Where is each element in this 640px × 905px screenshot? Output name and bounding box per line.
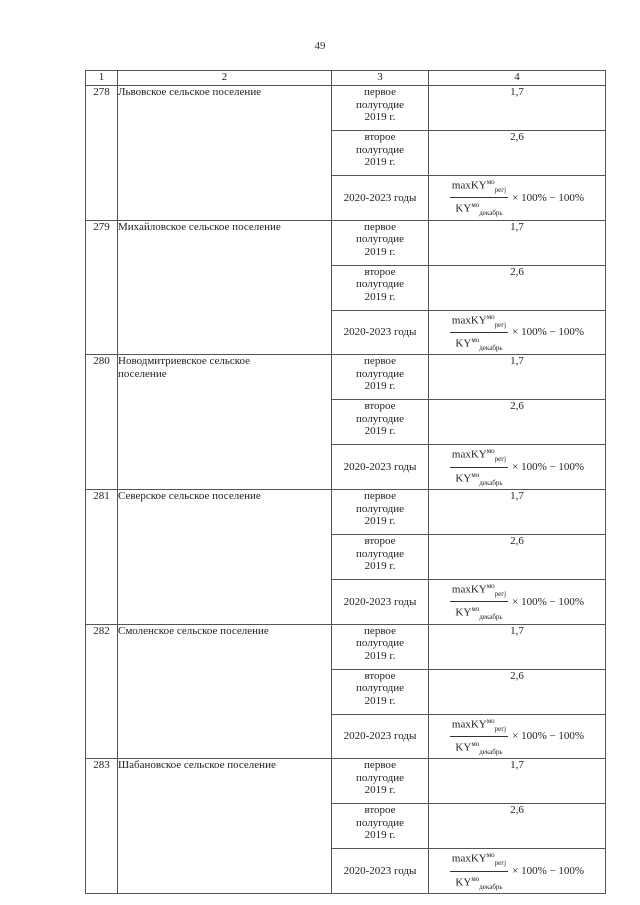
formula bbox=[450, 176, 584, 220]
index-value: 2,6 bbox=[429, 669, 606, 714]
formula bbox=[450, 580, 584, 624]
index-value: 2,6 bbox=[429, 400, 606, 445]
formula-cell bbox=[429, 714, 606, 759]
period-label: второе полугодие 2019 г. bbox=[332, 804, 429, 849]
formula-tail: × 100% − 100% bbox=[512, 326, 585, 339]
formula-numerator: maxKY$^{мо}_{peгj}$ bbox=[450, 176, 508, 198]
formula bbox=[450, 849, 584, 893]
formula-denominator: $KY^{мо}_{декабрь}$ bbox=[455, 874, 503, 891]
index-value: 2,6 bbox=[429, 804, 606, 849]
index-value: 1,7 bbox=[429, 220, 606, 265]
row-number: 279 bbox=[86, 220, 118, 355]
page-number: 49 bbox=[314, 40, 326, 52]
formula bbox=[450, 445, 584, 489]
table-row bbox=[86, 490, 606, 535]
index-value: 1,7 bbox=[429, 624, 606, 669]
period-label: 2020-2023 годы bbox=[332, 310, 429, 355]
period-label: первое полугодие 2019 г. bbox=[332, 355, 429, 400]
index-value: 1,7 bbox=[429, 86, 606, 131]
period-label: первое полугодие 2019 г. bbox=[332, 624, 429, 669]
index-value: 1,7 bbox=[429, 490, 606, 535]
header-row bbox=[86, 71, 606, 86]
index-value: 1,7 bbox=[429, 759, 606, 804]
table-row bbox=[86, 355, 606, 400]
row-number: 278 bbox=[86, 86, 118, 221]
formula-fraction bbox=[450, 849, 508, 893]
row-number: 283 bbox=[86, 759, 118, 894]
header-col-1: 1 bbox=[86, 71, 118, 86]
settlement-name: Львовское сельское поселение bbox=[118, 86, 332, 221]
period-label: второе полугодие 2019 г. bbox=[332, 400, 429, 445]
formula-cell bbox=[429, 176, 606, 221]
table-body bbox=[86, 86, 606, 894]
period-label: второе полугодие 2019 г. bbox=[332, 131, 429, 176]
header-col-4: 4 bbox=[429, 71, 606, 86]
period-label: первое полугодие 2019 г. bbox=[332, 220, 429, 265]
table-row bbox=[86, 220, 606, 265]
formula-cell bbox=[429, 310, 606, 355]
formula-tail: × 100% − 100% bbox=[512, 865, 585, 878]
period-label: 2020-2023 годы bbox=[332, 580, 429, 625]
formula-numerator: maxKY$^{мо}_{peгj}$ bbox=[450, 311, 508, 333]
formula-denominator: $KY^{мо}_{декабрь}$ bbox=[455, 201, 503, 218]
table-row bbox=[86, 86, 606, 131]
period-label: второе полугодие 2019 г. bbox=[332, 535, 429, 580]
formula-denominator: $KY^{мо}_{декабрь}$ bbox=[455, 470, 503, 487]
formula-tail: × 100% − 100% bbox=[512, 730, 585, 743]
index-value: 1,7 bbox=[429, 355, 606, 400]
settlement-name: Михайловское сельское поселение bbox=[118, 220, 332, 355]
period-label: 2020-2023 годы bbox=[332, 445, 429, 490]
period-label: первое полугодие 2019 г. bbox=[332, 759, 429, 804]
formula-tail: × 100% − 100% bbox=[512, 595, 585, 608]
formula-fraction bbox=[450, 311, 508, 355]
formula bbox=[450, 715, 584, 759]
table-row bbox=[86, 624, 606, 669]
index-value: 2,6 bbox=[429, 265, 606, 310]
formula-fraction bbox=[450, 445, 508, 489]
formula-numerator: maxKY$^{мо}_{peгj}$ bbox=[450, 580, 508, 602]
table-row bbox=[86, 759, 606, 804]
row-number: 281 bbox=[86, 490, 118, 625]
period-label: первое полугодие 2019 г. bbox=[332, 490, 429, 535]
formula-tail: × 100% − 100% bbox=[512, 191, 585, 204]
period-label: 2020-2023 годы bbox=[332, 714, 429, 759]
period-label: первое полугодие 2019 г. bbox=[332, 86, 429, 131]
formula-cell bbox=[429, 580, 606, 625]
formula-denominator: $KY^{мо}_{декабрь}$ bbox=[455, 336, 503, 352]
formula-numerator: maxKY$^{мо}_{peгj}$ bbox=[450, 445, 508, 467]
formula-fraction bbox=[450, 176, 508, 220]
formula-denominator: $KY^{мо}_{декабрь}$ bbox=[455, 740, 503, 756]
formula-fraction bbox=[450, 580, 508, 624]
formula-cell bbox=[429, 445, 606, 490]
formula-numerator: maxKY$^{мо}_{peгj}$ bbox=[450, 715, 508, 737]
formula-tail: × 100% − 100% bbox=[512, 460, 585, 473]
settlement-name: Шабановское сельское поселение bbox=[118, 759, 332, 894]
settlement-name: Северское сельское поселение bbox=[118, 490, 332, 625]
period-label: второе полугодие 2019 г. bbox=[332, 669, 429, 714]
formula-fraction bbox=[450, 715, 508, 759]
period-label: 2020-2023 годы bbox=[332, 849, 429, 894]
header-col-3: 3 bbox=[332, 71, 429, 86]
row-number: 280 bbox=[86, 355, 118, 490]
index-value: 2,6 bbox=[429, 131, 606, 176]
period-label: 2020-2023 годы bbox=[332, 176, 429, 221]
formula bbox=[450, 311, 584, 355]
index-value: 2,6 bbox=[429, 535, 606, 580]
header-col-2: 2 bbox=[118, 71, 332, 86]
formula-denominator: $KY^{мо}_{декабрь}$ bbox=[455, 605, 503, 622]
settlement-name: Новодмитриевское сельское поселение bbox=[118, 355, 332, 490]
formula-cell bbox=[429, 849, 606, 894]
row-number: 282 bbox=[86, 624, 118, 759]
formula-numerator: maxKY$^{мо}_{peгj}$ bbox=[450, 849, 508, 871]
settlement-name: Смоленское сельское поселение bbox=[118, 624, 332, 759]
period-label: второе полугодие 2019 г. bbox=[332, 265, 429, 310]
tariff-table bbox=[85, 70, 606, 894]
